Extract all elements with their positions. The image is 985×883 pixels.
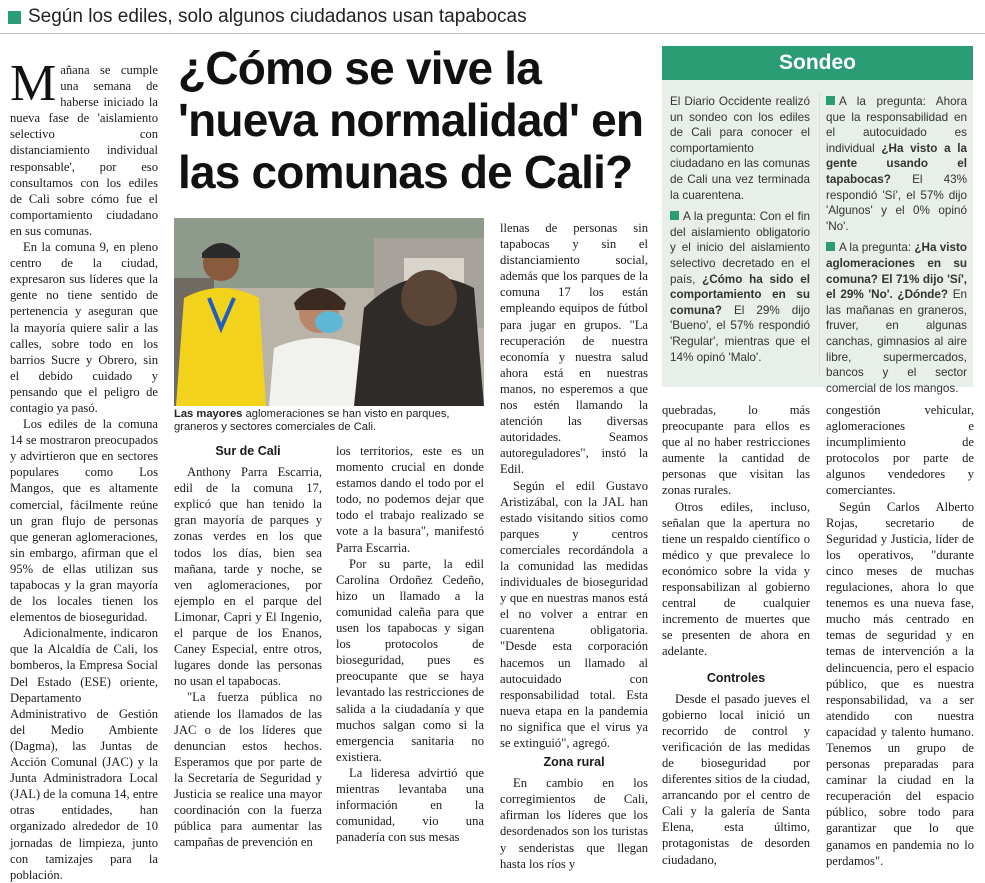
subhead-controles: Controles	[706, 670, 766, 685]
paragraph: En la comuna 9, en pleno centro de la ciudad, expresaron sus líderes que la gente no tiene sentido de pertenencia y aseguran que la mayoría quiere salir a las calles, sobre todo en los barrios Sucre y Obrero, sin el debido cuidado y pensando que el peligro de contagio ya pasó.	[10, 240, 158, 415]
paragraph: Según Carlos Alberto Rojas, secretario de Seguridad y Justicia, líder de los operativos, "durante cinco meses de muchas regulaciones, ahora lo que tenemos es una nueva fase, mucho más centrado en temas de seguridad y en temas de intervención a la delincuencia, pero el espacio público, que es nuestra responsabilidad, va a ser atendido con nuestra capacidad y talento humano. Tenemos un grupo de personas preparadas para caminar la ciudad en la recuperación del espacio público, sobre todo para garantizar que lo que ganamos en pandemia no lo perdamos".	[826, 499, 974, 868]
sondeo-divider	[819, 92, 820, 377]
bullet-square-icon	[826, 242, 835, 251]
q3-question: ¿Ha visto aglomeraciones en su comuna? El 71% dijo 'Sí', el 29% 'No'. ¿Dónde?	[826, 241, 967, 302]
paragraph: Los ediles de la comuna 14 se mostraron preocupados y advirtieron que en sectores populares como Los Mangos, que es altamente comercial, fácilmente reúne un gran flujo de personas que generan aglomeraciones, sin embargo, afirman que el 95% de ellas utilizan sus tapabocas y la gran mayoría de los locales tienen los elementos de bioseguridad.	[10, 417, 158, 625]
kicker-text: Según los ediles, solo algunos ciudadanos usan tapabocas	[28, 6, 527, 27]
photo-caption	[174, 408, 484, 435]
bullet-square-icon	[826, 96, 835, 105]
caption-text: aglomeraciones se han visto en parques, graneros y sectores comerciales de Cali.	[174, 408, 450, 434]
q1-answer: El 29% dijo 'Bueno', el 57% respondió 'Regular', mientras que el 14% opinó 'Malo'.	[670, 303, 810, 364]
paragraph: La lideresa advirtió que mientras levantaba una información en la comunidad, vio una panadería con sus mesas	[336, 765, 484, 845]
kicker-square-icon	[8, 11, 21, 24]
q2-answer: El 43% respondió 'Sí', el 57% dijo 'Algunos' y el 0% opinó 'No'.	[826, 172, 967, 233]
q3-answer: En las mañanas en graneros, fruver, en algunas canchas, gimnasios al aire libre, supermercados, bancos y el sector comercial de los mangos.	[826, 288, 967, 395]
sondeo-box	[662, 46, 973, 395]
paragraph: los territorios, este es un momento crucial en donde estamos dando el todo por el todo, no podemos dejar que todo el trabajo realizado se vote a la basura", manifestó Parra Escarria.	[336, 444, 484, 555]
lead-text: añana se cumple una semana de haberse iniciado la nueva fase de 'aislamiento selectivo con distanciamiento individual responsable', por eso consultamos con los ediles de Cali sobre cómo fue el comportamiento ciudadano en sus comunas.	[10, 63, 158, 238]
lead-paragraph	[10, 55, 158, 239]
subhead-zona-rural: Zona rural	[543, 755, 605, 770]
kicker	[8, 4, 527, 30]
paragraph: En cambio en los corregimientos de Cali, afirman los líderes que los desordenados son los turistas y senderistas que llegan hasta los ríos y	[500, 776, 648, 871]
article-photo	[174, 218, 484, 406]
paragraph: Otros ediles, incluso, señalan que la apertura no tiene un respaldo científico o médico y que prevalece lo económico sobre la vida y responsabilizan al gobierno central de cualquier incremento de muertes que se presenten de ahora en adelante.	[662, 499, 810, 659]
q1-intro: A la pregunta: Con el fin del aislamiento obligatorio y el inicio del aislamiento selectivo decretado en el país,	[670, 210, 810, 286]
drop-cap: M	[10, 55, 57, 112]
q2-intro: A la pregunta: Ahora que la responsabilidad en el autocuidado es individual	[826, 95, 967, 155]
sondeo-intro: El Diario Occidente realizó un sondeo con los ediles de Cali para conocer el comportamiento ciudadano en las comunas de Cali una vez terminada la cuarentena.	[670, 95, 810, 202]
q3-intro: A la pregunta:	[839, 241, 915, 255]
paragraph: quebradas, lo más preocupante para ellos es que al no haber restricciones aumente la cantidad de personas que visitan las zonas rurales.	[662, 403, 810, 498]
sondeo-question-3	[826, 240, 967, 396]
article-column-2	[174, 440, 322, 850]
sondeo-question-1	[670, 209, 810, 365]
paragraph: Según el edil Gustavo Aristizábal, con la JAL han estado visitando sitios como parques y centros comerciales recordándola a la comunidad las medidas individuales de bioseguridad y que en nuestras manos está el no volver a entrar en cuarentena obligatoria. "Desde esta corporación hacemos un llamado al autocuidado con responsabilidad total. Esta nueva etapa en la pandemia no significa que el virus ya se extinguió", agregó.	[500, 478, 648, 750]
article-column-4	[500, 220, 648, 872]
crowd-photo-illustration	[174, 218, 484, 406]
paragraph: "La fuerza pública no atiende los llamados de las JAC o de los líderes que denuncian estos hechos. Esperamos que por parte de la Secretaría de Seguridad y Justicia se realice una mayor coordinación con la fuerza pública para aumentar las campañas de prevención en	[174, 690, 322, 850]
sondeo-title: Sondeo	[662, 46, 973, 80]
sondeo-column-right	[826, 94, 967, 402]
q1-question: ¿Cómo ha sido el comportamiento en su comuna?	[670, 272, 810, 317]
sondeo-column-left	[670, 94, 810, 371]
paragraph: congestión vehicular, aglomeraciones e incumplimiento de protocolos por parte de algunos vendedores y comerciantes.	[826, 403, 974, 498]
bullet-square-icon	[670, 211, 679, 220]
article-column-1	[10, 55, 158, 883]
paragraph: Desde el pasado jueves el gobierno local inició un recorrido de control y verificación de las medidas de bioseguridad por diferentes sitios de la ciudad, arrancando por el centro de Cali y la galería de Santa Elena, esta último, protagonistas de desorden ciudadano,	[662, 691, 810, 867]
paragraph: Adicionalmente, indicaron que la Alcaldía de Cali, los bomberos, la Empresa Social Del Estado (ESE) oriente, Departamento Administrativo de Gestión del Medio Ambiente (Dagma), las Juntas de Acción Comunal (JAC) y la Junta Administradora Local (JAL) de la comuna 14, entre otras entidades, han organizado alrededor de 10 jornadas de limpieza, junto con tamizajes para la población.	[10, 626, 158, 882]
q2-question: ¿Ha visto a la gente usando el tapabocas?	[826, 141, 967, 186]
sondeo-question-2	[826, 94, 967, 234]
article-column-6	[826, 402, 974, 869]
paragraph: Anthony Parra Escarria, edil de la comuna 17, explicó que han tenido la gran mayoría de parques y zonas verdes en los que todos los días, bien sea mañana, tarde y noche, se ven aglomeraciones, por ejemplo en el parque del Limonar, Capri y El Ingenio, el parque de los Enanos, Caney Especial, entre otros, lugares donde las personas no usan el tapabocas.	[174, 465, 322, 689]
caption-bold: Las mayores	[174, 408, 243, 420]
paragraph: llenas de personas sin tapabocas y sin el distanciamiento social, además que los parques de la comuna 17 los están empleando equipos de fútbol para jugar en grupos. "La recuperación de nuestra economía y nuestra salud ahora está en nuestras manos, no esperemos a que nos estén llamando la atención las diversas autoridades. Seamos autoreguladores", instó la Edil.	[500, 221, 648, 477]
top-rule	[0, 33, 985, 34]
article-column-5	[662, 402, 810, 868]
subhead-sur-de-cali: Sur de Cali	[215, 444, 281, 458]
paragraph: Por su parte, la edil Carolina Ordoñez Cedeño, hizo un llamado a la comunidad caleña para que usen los tapabocas y sigan los protocolos de bioseguridad, pues es preocupante que se haya levantado las restricciones de salida a la ciudadanía y que muchos salgan como si la emergencia sanitaria no existiera.	[336, 556, 484, 764]
article-column-3	[336, 443, 484, 845]
headline: ¿Cómo se vive la 'nueva normalidad' en las comunas de Cali?	[178, 42, 644, 198]
